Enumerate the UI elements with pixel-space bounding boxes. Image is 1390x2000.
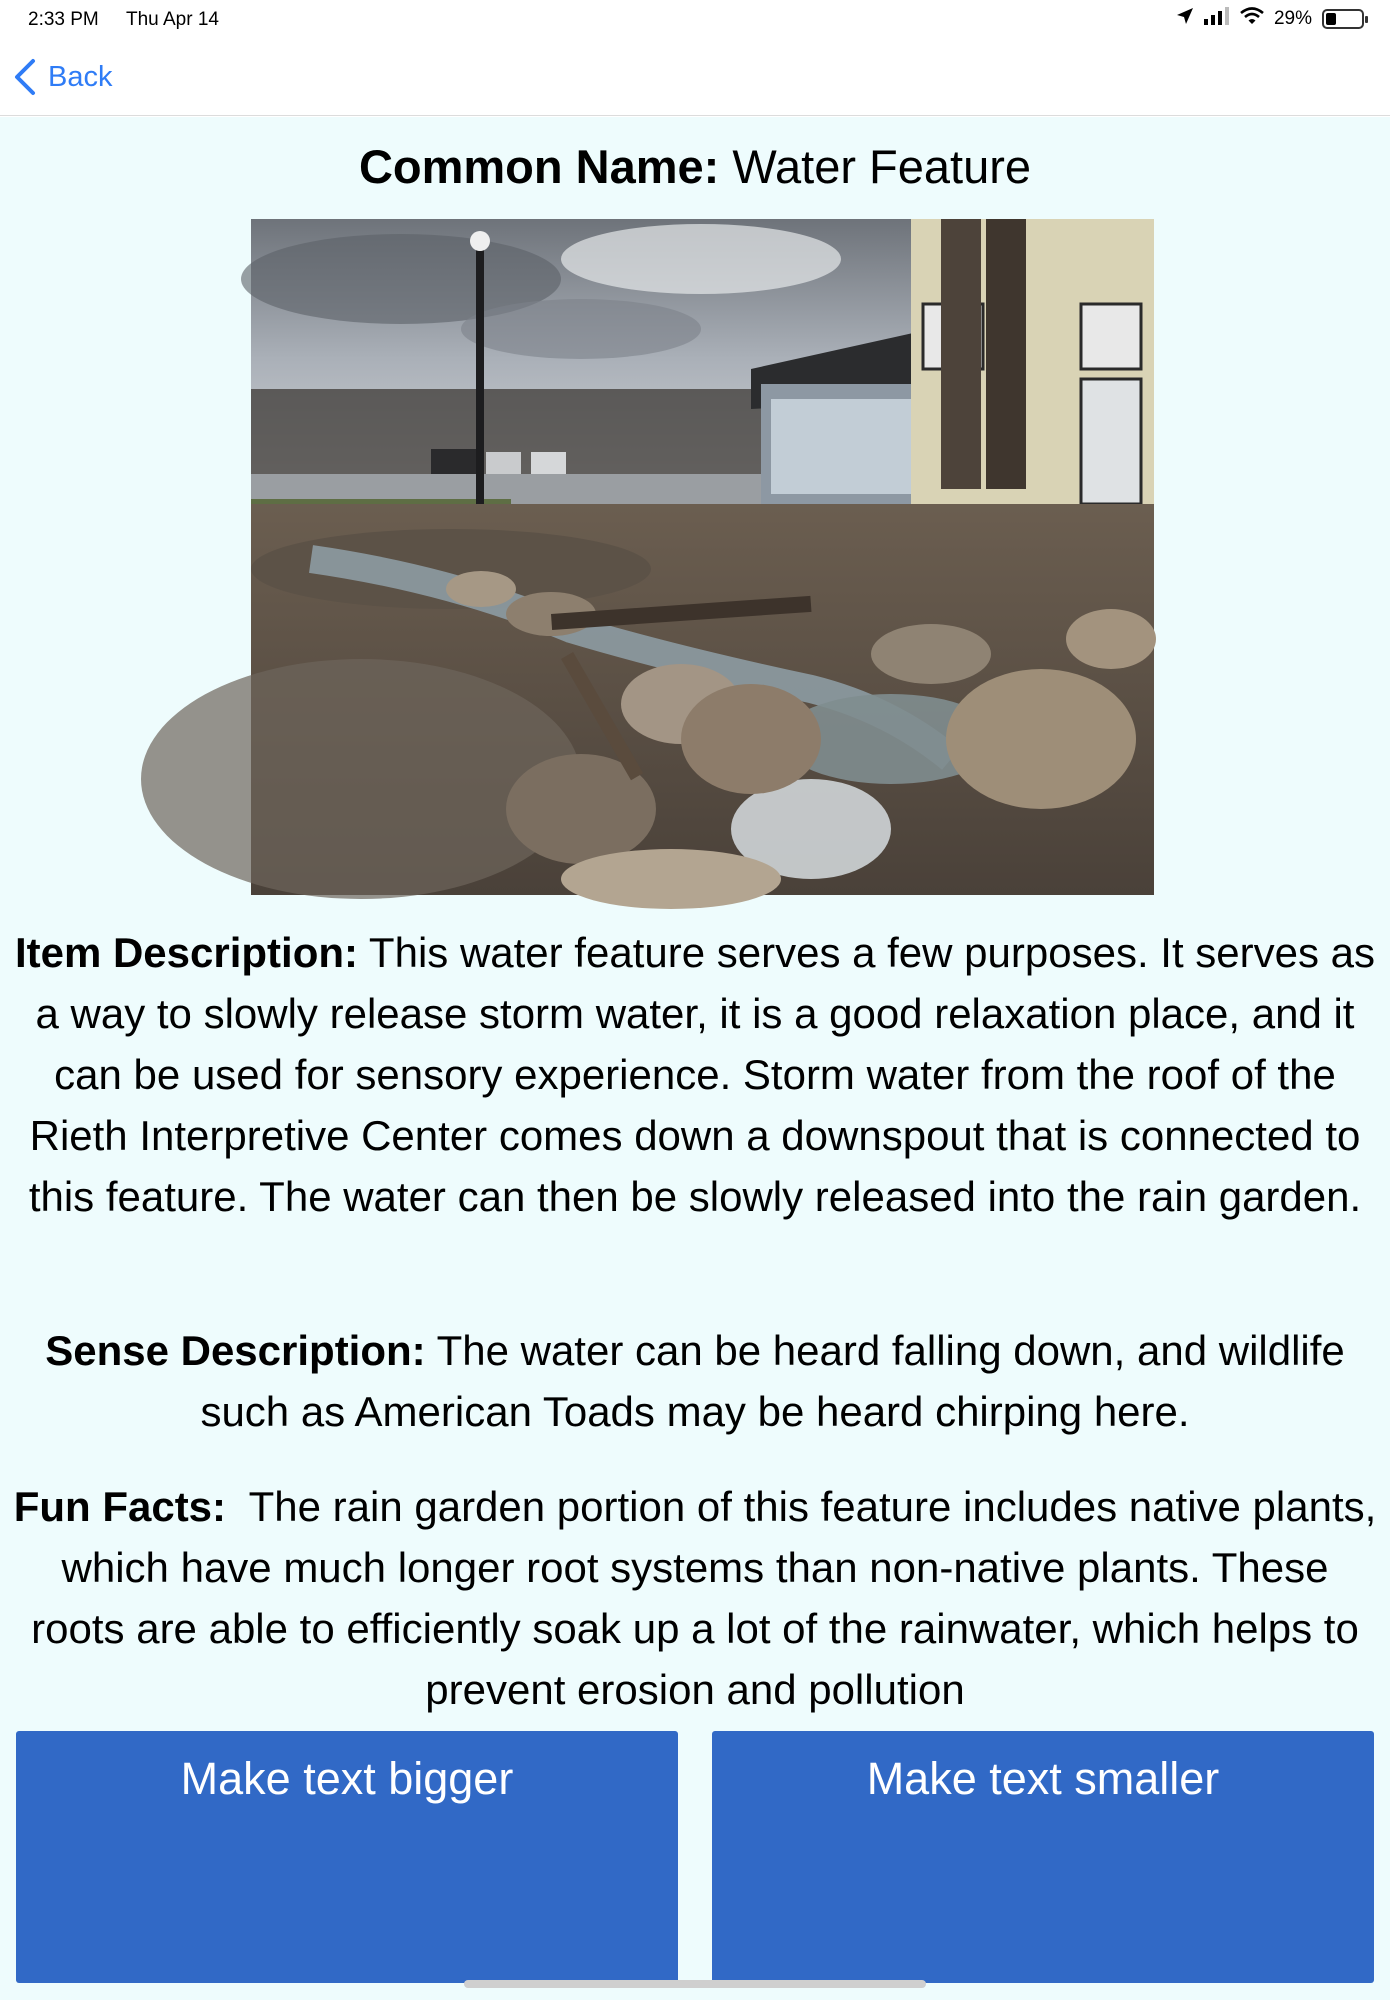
status-indicators — [1176, 7, 1364, 31]
item-description-text: This water feature serves a few purposes. It serves as a way to slowly release storm water, it is a good relaxation place, and it can be used for sensory experience. Storm water from the roof of the Rieth Interpretive Center comes down a downspout that is connected to this feature. The water can then be slowly released into the rain garden. — [28, 929, 1376, 1220]
back-button[interactable] — [12, 58, 112, 96]
home-indicator[interactable] — [464, 1980, 926, 1988]
status-date: Thu Apr 14 — [126, 9, 219, 30]
fun-facts-text: The rain garden portion of this feature includes native plants, which have much longer root systems than non-native plants. These roots are able to efficiently soak up a lot of the rainwater, which helps to prevent erosion and pollution — [31, 1483, 1388, 1713]
status-bar — [0, 0, 1390, 40]
chevron-left-icon — [12, 58, 38, 96]
common-name-value: Water Feature — [719, 140, 1032, 193]
cellular-signal-icon — [1204, 7, 1230, 31]
fun-facts — [12, 1476, 1388, 1721]
location-icon — [1176, 7, 1194, 31]
fun-facts-label: Fun Facts: — [13, 1483, 227, 1530]
battery-tip — [1365, 16, 1368, 23]
common-name-heading — [0, 137, 1390, 197]
sense-description-text: The water can be heard falling down, and wildlife such as American Toads may be heard chirping here. — [200, 1327, 1345, 1435]
common-name-label: Common Name: — [358, 140, 720, 193]
wifi-icon — [1240, 7, 1264, 31]
battery-icon — [1322, 9, 1364, 29]
make-text-bigger-button[interactable]: Make text bigger — [16, 1731, 678, 1983]
battery-level — [1326, 13, 1336, 25]
make-text-smaller-button[interactable]: Make text smaller — [712, 1731, 1374, 1983]
item-description-label: Item Description: — [14, 929, 359, 976]
detail-content[interactable] — [0, 117, 1390, 2000]
item-description — [12, 922, 1378, 1227]
status-time: 2:33 PM — [28, 9, 99, 30]
text-size-controls — [0, 1731, 1390, 1983]
sense-description — [12, 1320, 1378, 1442]
back-button-label: Back — [48, 60, 113, 93]
sense-description-label: Sense Description: — [45, 1327, 426, 1374]
battery-percent: 29% — [1273, 8, 1312, 29]
feature-photo — [251, 219, 1154, 895]
navigation-bar — [0, 40, 1390, 116]
